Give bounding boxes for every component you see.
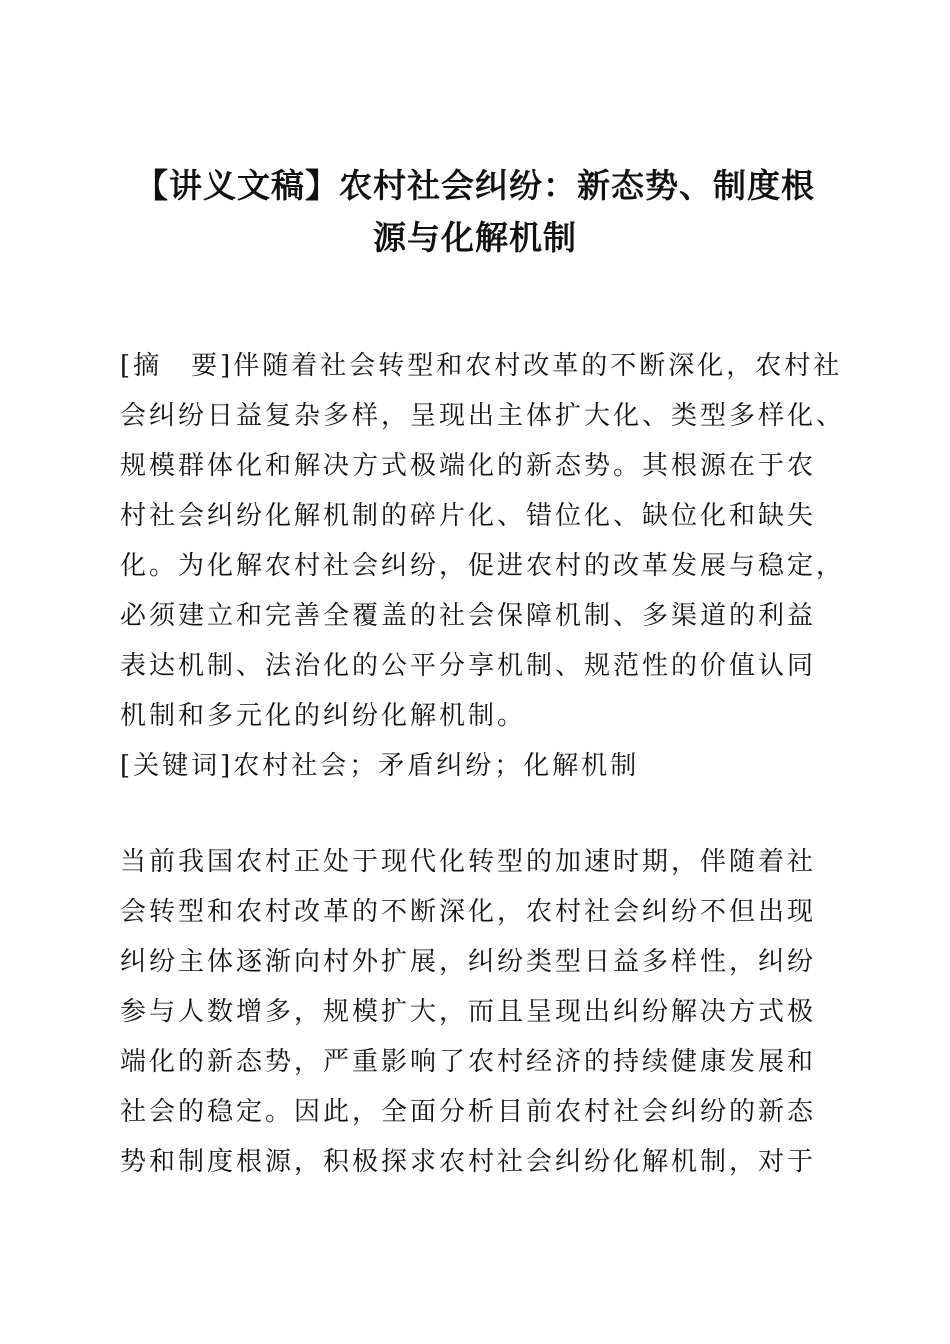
intro-line: 纠纷主体逐渐向村外扩展，纠纷类型日益多样性，纠纷: [120, 947, 817, 977]
intro-line: 势和制度根源，积极探求农村社会纠纷化解机制，对于: [120, 1147, 817, 1177]
abstract-line: [摘 要]伴随着社会转型和农村改革的不断深化，农村社: [120, 351, 843, 381]
intro-line: 端化的新态势，严重影响了农村经济的持续健康发展和: [120, 1047, 817, 1077]
abstract-line: 机制和多元化的纠纷化解机制。: [120, 701, 527, 731]
intro-line: 会转型和农村改革的不断深化，农村社会纠纷不但出现: [120, 897, 817, 927]
intro-line: 社会的稳定。因此，全面分析目前农村社会纠纷的新态: [120, 1097, 817, 1127]
document-title: [100, 160, 850, 264]
abstract-paragraph: [120, 341, 846, 741]
abstract-line: 化。为化解农村社会纠纷，促进农村的改革发展与稳定，: [120, 551, 846, 581]
intro-paragraph: [120, 837, 840, 1187]
intro-line: 参与人数增多，规模扩大，而且呈现出纠纷解决方式极: [120, 997, 817, 1027]
abstract-line: 必须建立和完善全覆盖的社会保障机制、多渠道的利益: [120, 601, 817, 631]
keywords-line: [关键词]农村社会；矛盾纠纷；化解机制: [120, 751, 640, 781]
title-line-1: 【讲义文稿】农村社会纠纷：新态势、制度根: [135, 166, 815, 205]
title-line-2: 源与化解机制: [373, 218, 577, 257]
abstract-line: 规模群体化和解决方式极端化的新态势。其根源在于农: [120, 451, 817, 481]
intro-line: 当前我国农村正处于现代化转型的加速时期，伴随着社: [120, 847, 817, 877]
abstract-line: 表达机制、法治化的公平分享机制、规范性的价值认同: [120, 651, 817, 681]
abstract-line: 村社会纠纷化解机制的碎片化、错位化、缺位化和缺失: [120, 501, 817, 531]
keywords-paragraph: [120, 741, 840, 791]
abstract-line: 会纠纷日益复杂多样，呈现出主体扩大化、类型多样化、: [120, 401, 846, 431]
